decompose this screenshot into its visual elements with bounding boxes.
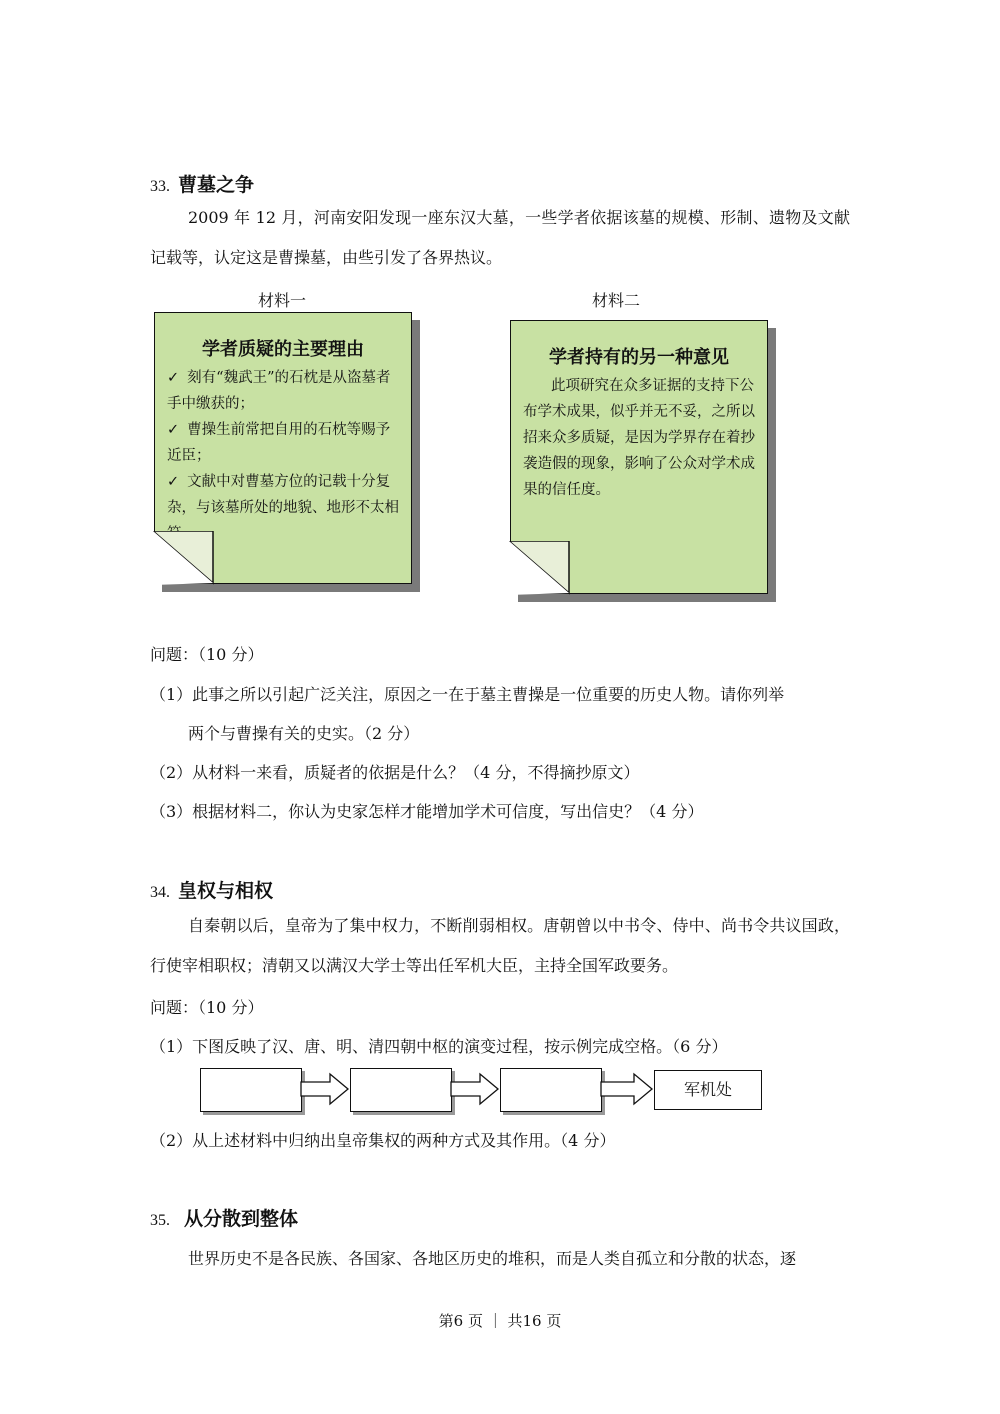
material2-title: 学者持有的另一种意见 [549,347,729,368]
material2-body: 此项研究在众多证据的支持下公布学术成果，似乎并无不妥，之所以招来众多质疑，是因为学界存在着抄袭造假的现象，影响了公众对学术成果的信任度。 [523,378,755,498]
q34-question-header: 问题：（10 分） [150,998,264,1017]
check-icon: ✓ [167,370,180,386]
material1-title: 学者质疑的主要理由 [202,339,364,360]
q34-number: 34. [150,884,170,901]
material1-item: ✓ 文献中对曹墓方位的记载十分复杂，与该墓所处的地貌、地形不太相 [167,474,399,516]
q33-question-1b: 两个与曹操有关的史实。（2 分） [188,724,420,743]
material1-item: ✓ 刻有“魏武王”的石枕是从盗墓者手中缴获的； [167,370,391,412]
page-fold-icon [153,531,217,585]
q35-number: 35. [150,1212,170,1229]
q33-intro: 2009 年 12 月，河南安阳发现一座东汉大墓，一些学者依据该墓的规模、形制、遗物及文献记载等，认定这是曹操墓，由些引发了各界热议。 [150,208,850,267]
q33-question-header: 问题：（10 分） [150,645,264,664]
material1-item: ✓ 曹操生前常把自用的石枕等赐予近臣； [167,422,391,464]
material1-note [154,312,412,584]
flow-blank-box-han[interactable] [200,1068,302,1112]
q35-title: 从分散到整体 [184,1208,299,1230]
q34-question-2: （2）从上述材料中归纳出皇帝集权的两种方式及其作用。（4 分） [150,1131,616,1150]
q35-intro: 世界历史不是各民族、各国家、各地区历史的堆积，而是人类自孤立和分散的状态，逐 [188,1249,797,1268]
q34-title: 皇权与相权 [178,880,274,902]
flow-final-box: 军机处 [654,1070,762,1110]
check-icon: ✓ [167,474,180,490]
material1-label: 材料一 [258,291,307,310]
q33-question-1a: （1）此事之所以引起广泛关注，原因之一在于墓主曹操是一位重要的历史人物。请你列举 [150,685,785,704]
page-fold-icon [509,541,573,595]
q34-heading [150,876,273,903]
right-arrow-icon [600,1072,654,1106]
material2-note [510,320,768,594]
q34-question-1: （1）下图反映了汉、唐、明、清四朝中枢的演变过程，按示例完成空格。（6 分） [150,1037,728,1056]
q33-heading [150,170,254,197]
flow-blank-box-ming[interactable] [500,1068,602,1112]
q33-title: 曹墓之争 [178,174,255,196]
right-arrow-icon [450,1072,500,1106]
q35-heading [150,1204,298,1231]
right-arrow-icon [300,1072,350,1106]
material1-body [155,365,411,547]
q33-number: 33. [150,178,170,195]
material2-label: 材料二 [592,291,641,310]
q33-question-3: （3）根据材料二，你认为史家怎样才能增加学术可信度，写出信史？（4 分） [150,802,704,821]
page-footer: 第6 页 ｜ 共16 页 [438,1312,562,1330]
q33-question-2: （2）从材料一来看，质疑者的依据是什么？（4 分，不得摘抄原文） [150,763,640,782]
flow-blank-box-tang[interactable] [350,1068,452,1112]
q34-intro: 自秦朝以后，皇帝为了集中权力，不断削弱相权。唐朝曾以中书令、侍中、尚书令共议国政，行使宰相职权；清朝又以满汉大学士等出任军机大臣，主持全国军政要务。 [150,916,850,975]
check-icon: ✓ [167,422,180,438]
